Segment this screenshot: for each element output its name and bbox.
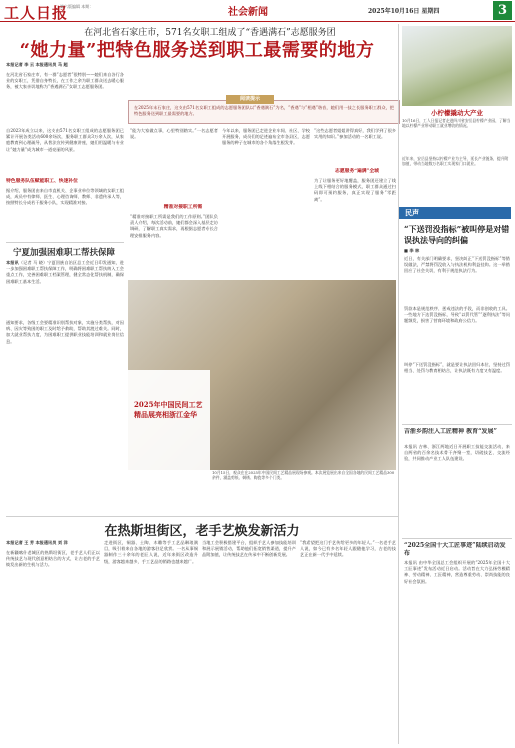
- lead-subhead-2: 精准对接职工所需: [163, 204, 203, 210]
- lead-headline: “她力量”把特色服务送到职工最需要的地方: [19, 40, 375, 61]
- photo-caption-panel: [128, 370, 210, 470]
- issue-date: 2025年10月16日 星期四: [368, 8, 440, 15]
- commentary-headline: “下送罚没指标”被叫停是对错误执法导向的纠偏: [404, 224, 510, 245]
- craftsman-headline: “2025全国十大工匠事迹”陆续启动发布: [404, 542, 506, 557]
- reading-tip-label: 阅读提示: [226, 95, 274, 104]
- jilin-zhejiang-headline: 吉浙乡韵注入工匠精神 教育“发展”: [404, 428, 497, 435]
- lead-paragraph-1: 在河北省石家庄市，有一群“志愿者”很特别——她们来自各行各业的女职工，凭借自身特长，在工作之余为职工群众送去暖心服务，被大家亲切地称为“香遇满石”女职工志愿服务团。: [6, 72, 124, 90]
- photo-headline: 2025年中国民间工艺精品展亮相浙江金华: [134, 400, 203, 419]
- xinjiang-headline: 在热斯坦街区，老手艺焕发新活力: [104, 524, 300, 539]
- commentary-paragraph-1: 近日，有关部门明确要求，坚决纠正“下送罚没指标”等错误做法，严禁将罚没收入与执法机构利益挂钩。这一举措回应了社会关切，有利于规范执法行为。: [404, 256, 510, 274]
- craftsman-paragraph: 本报讯 由中华全国总工会组织开展的“2025年全国十大工匠事迹”发布活动近日启动。活动旨在大力弘扬劳模精神、劳动精神、工匠精神，营造尊重劳动、崇尚技能的良好社会氛围。: [404, 560, 510, 584]
- ningxia-paragraph-1: [6, 260, 124, 320]
- lead-subhead-3: 志愿服务“遍满”全城: [335, 168, 379, 174]
- lead-paragraph-2: 自2023年成立以来，这支由571名女职工组成的志愿服务团已累计开展各类活动600余场次，服务职工群众3万余人次，从家庭教育到心理疏导，从普法宣传到健康讲座，她们用温暖与专业让“她力量”成为城市一道亮丽的风景。: [6, 128, 124, 152]
- lead-paragraph-7: “这些志愿者姐姐讲得真好，我们学到了很多实用的知识。”参加活动的一名职工说。: [314, 128, 396, 140]
- newspaper-logo: 工人日报: [4, 4, 69, 22]
- xinjiang-paragraph-1: 在新疆喀什老城区的热斯坦街区，老手艺人们正以传统技艺与现代创意相结合的方式，让古老的手艺焕发出新的生机与活力。: [6, 550, 100, 568]
- lead-subhead-1: 特色服务队伍赋能职工、快速补位: [6, 178, 78, 184]
- ningxia-headline: 宁夏加强困难职工帮扶保障: [12, 248, 115, 258]
- commentary-paragraph-2: 罚款本是规范秩序、惩戒违法的手段，而非创收的工具。一些地方下达罚没指标，导致“以罚代管”“逐利执法”等问题频发，损害了营商环境和政府公信力。: [404, 306, 510, 324]
- commentary-author: ■ 李 林: [404, 248, 420, 253]
- ningxia-byline: 本报讯: [6, 260, 19, 265]
- ningxia-text-1: （记者 马 晓）宁夏回族自治区总工会近日印发通知，进一步加强困难职工帮扶保障工作，明确将困难职工帮扶纳入工会重点工作，完善困难职工档案管理，健全常态化帮扶机制，确保困难职工基本生活。: [6, 260, 124, 284]
- reading-tip-text: 在2025年末石家庄，这支由571名女职工组成的志愿服务团队以“香遇满石”为名，“香遇”与“相遇”谐音，她们用一技之长服务职工群众，把特色服务送到职工最需要的地方。: [134, 105, 394, 116]
- lead-paragraph-5: “精准对接职工所需是我们的工作原则。”团队负责人介绍，每次活动前，她们都会深入基层走访调研，了解职工真实需求，再根据志愿者专长合理安排服务内容。: [130, 214, 218, 238]
- xinjiang-byline: 本报记者 王 芳 本报通讯员 刘 洋: [6, 540, 68, 545]
- page-number: 3: [493, 1, 512, 20]
- masthead-info: 第六版编辑 本期：: [60, 4, 94, 9]
- lead-paragraph-6: 今年以来，服务团已走进企业车间、社区、学校开展服务，成员们的足迹遍布全市各县区，志愿服务的种子在城市的各个角落生根发芽。: [222, 128, 310, 146]
- ningxia-paragraph-2: 通知要求，各级工会要精准识别帮扶对象，实施分类帮扶，对因病、因灾等致困的职工及时给予救助，帮助其渡过难关。同时，加大就业帮扶力度，为困难职工提供职业技能培训和就业岗位信息。: [6, 320, 124, 344]
- lead-paragraph-3: 据介绍，服务团由来自市直机关、企事业单位等领域的女职工组成，成员中有律师、医生、心理咨询师、教师、非遗传承人等，按照特长分成若干服务小队，实现精准对接。: [6, 188, 124, 206]
- photo-caption: 10月15日，观众在在2025年中国民间工艺精品展现场参观。本次展览展出来自全国各地的民间工艺精品300余件，涵盖剪纸、刺绣、陶瓷等多个门类。: [212, 470, 395, 480]
- lemon-photo-headline: 小柠檬撬动大产业: [431, 109, 483, 117]
- section-title: 社会新闻: [228, 7, 268, 18]
- xinjiang-paragraph-2: 走进街区，铜器、土陶、木雕等手工艺品琳琅满目，吸引着来自各地的游客驻足欣赏。一名从事铜器制作三十余年的老匠人说，近年来街区改造升级，游客越来越多，手工艺品的销路也越来越广。: [104, 540, 198, 564]
- lemon-industry-photo: [402, 26, 512, 106]
- lead-kicker: 在河北省石家庄市，571名女职工组成了“香遇满石”志愿服务团: [84, 28, 336, 38]
- jilin-zhejiang-paragraph: 本报讯 吉林、浙江两地近日开展职工技能交流活动，来自两省的百余名技术骨干齐聚一堂，切磋技艺、交流经验，共同推动产业工人队伍建设。: [404, 444, 510, 462]
- lemon-caption-2: 近年来，安岳县坚持以柠檬产业为主导，延长产业链条，提升附加值，带动当地数万名职工实现家门口就业。: [402, 156, 509, 166]
- lead-byline: 本报记者 李 云 本报通讯员 马 超: [6, 62, 68, 67]
- lead-paragraph-4: “能为大家做点事，心里特别踏实。”一名志愿者说。: [130, 128, 218, 140]
- minsheng-section-label: 民声: [399, 207, 511, 219]
- xinjiang-paragraph-4: “我希望把这门手艺传给更多的年轻人。”一名老手艺人说，如今已有多名年轻人跟随他学习，古老的技艺正在新一代手中延续。: [300, 540, 396, 558]
- xinjiang-paragraph-3: 当地工会积极搭建平台，组织手艺人参加技能培训和展示展销活动，帮助他们拓宽销售渠道，提升产品附加值，让传统技艺在传承中不断创新发展。: [202, 540, 296, 558]
- commentary-paragraph-3: 叫停“下送罚没指标”，就是要让执法回归本位，坚持过罚相当、处罚与教育相结合，让执法既有力度又有温度。: [404, 362, 510, 374]
- lemon-caption-1: 10月16日，工人日报记者走进四川省安岳县柠檬产业园，了解当地以柠檬产业带动职工就业增收的情况。: [402, 118, 511, 128]
- lead-paragraph-8: 为了让服务更好地覆盖，服务团还建立了线上线下相结合的服务模式，职工群众通过扫码即可预约服务，真正实现了服务“零距离”。: [314, 178, 396, 202]
